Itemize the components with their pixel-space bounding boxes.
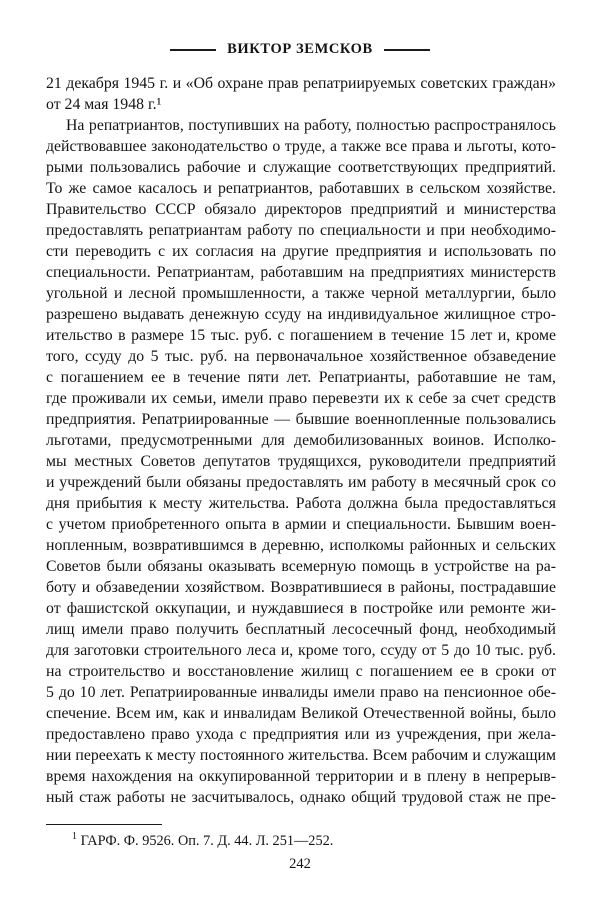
text-line: лищ имели право получить бесплатный лесосечный фонд, необходимый bbox=[46, 621, 556, 638]
text-line: с погашением ее в течение пяти лет. Репатрианты, работавшие не там, bbox=[46, 369, 556, 386]
footnote-text: ГАРФ. Ф. 9526. Оп. 7. Д. 44. Л. 251—252. bbox=[80, 833, 334, 849]
text-line: На репатриантов, поступивших на работу, полностью распространялось bbox=[66, 117, 556, 134]
text-line: рыми пользовались рабочие и служащие соответствующих предприятий. bbox=[46, 159, 556, 176]
text-line: от 24 мая 1948 г.¹ bbox=[46, 96, 162, 113]
text-line: того, ссуду до 5 тыс. руб. на первоначальное хозяйственное обзаведение bbox=[46, 348, 556, 365]
text-line: 21 декабря 1945 г. и «Об охране прав репатриируемых советских граждан» bbox=[46, 75, 556, 92]
text-line: угольной и лесной промышленности, а также черной металлургии, было bbox=[46, 285, 556, 302]
text-line: время нахождения на оккупированной территории и в плену в непрерыв- bbox=[46, 768, 556, 785]
text-line: Правительство СССР обязало директоров предприятий и министерства bbox=[46, 201, 556, 218]
text-line: предоставлено право ухода с предприятия или из учреждения, при жела- bbox=[46, 726, 556, 743]
text-line: дня прибытия к месту жительства. Работа должна была предоставляться bbox=[46, 495, 556, 512]
paragraph bbox=[46, 115, 556, 808]
text-line: действовавшее законодательство о труде, а также все права и льготы, кото- bbox=[46, 138, 556, 155]
footnote-block bbox=[46, 824, 556, 850]
text-line: разрешено выдавать денежную ссуду на индивидуальное жилищное стро- bbox=[46, 306, 556, 323]
text-line: боту и обзаведении хозяйством. Возвратившиеся в районы, пострадавшие bbox=[46, 579, 556, 596]
text-line: спечение. Всем им, как и инвалидам Великой Отечественной войны, было bbox=[46, 705, 556, 722]
text-line: нии переехать к месту постоянного жительства. Всем рабочим и служащим bbox=[46, 747, 556, 764]
author-name: ВИКТОР ЗЕМСКОВ bbox=[227, 41, 373, 57]
text-line: от фашистской оккупации, и нуждавшиеся в постройке или ремонте жи- bbox=[46, 600, 556, 617]
text-line: специальности. Репатриантам, работавшим на предприятиях министерств bbox=[46, 264, 556, 281]
header-rule-right bbox=[384, 49, 430, 51]
paragraph bbox=[46, 73, 556, 115]
text-line: сти переводить с их согласия на другие предприятия и использовать по bbox=[46, 243, 556, 260]
footnote-rule bbox=[46, 824, 162, 825]
text-line: предоставлять репатриантам работу по специальности и при необходимо- bbox=[46, 222, 556, 239]
text-line: на строительство и восстановление жилищ с погашением ее в сроки от bbox=[46, 663, 556, 680]
text-line: Советов были обязаны оказывать всемерную помощь в устройстве на ра- bbox=[46, 558, 556, 575]
text-line: с учетом приобретенного опыта в армии и специальности. Бывшим воен- bbox=[46, 516, 556, 533]
text-line: льготами, предусмотренными для демобилизованных воинов. Исполко- bbox=[46, 432, 556, 449]
text-line: предприятия. Репатриированные — бывшие военнопленные пользовались bbox=[46, 411, 556, 428]
text-line: мы местных Советов депутатов трудящихся, руководители предприятий bbox=[46, 453, 556, 470]
text-line: где проживали их семьи, имели право перевезти их к себе за счет средств bbox=[46, 390, 556, 407]
footnote bbox=[46, 832, 556, 850]
text-line: и учреждений были обязаны предоставлять им работу в месячный срок со bbox=[46, 474, 556, 491]
running-header bbox=[0, 41, 600, 58]
header-rule-left bbox=[170, 49, 216, 51]
text-line: ительство в размере 15 тыс. руб. с погашением в течение 15 лет и, кроме bbox=[46, 327, 556, 344]
text-line: для заготовки строительного леса и, кроме того, ссуду от 5 до 10 тыс. руб. bbox=[46, 642, 556, 659]
text-line: ный стаж работы не засчитывалось, однако общий трудовой стаж не пре- bbox=[46, 789, 556, 806]
text-line: То же самое касалось и репатриантов, работавших в сельском хозяйстве. bbox=[46, 180, 556, 197]
text-line: нопленным, возвратившимся в деревню, исполкомы районных и сельских bbox=[46, 537, 556, 554]
body-text bbox=[46, 73, 556, 808]
text-line: 5 до 10 лет. Репатриированные инвалиды имели право на пенсионное обе- bbox=[46, 684, 556, 701]
footnote-marker: 1 bbox=[72, 831, 77, 843]
page-number: 242 bbox=[289, 856, 311, 872]
